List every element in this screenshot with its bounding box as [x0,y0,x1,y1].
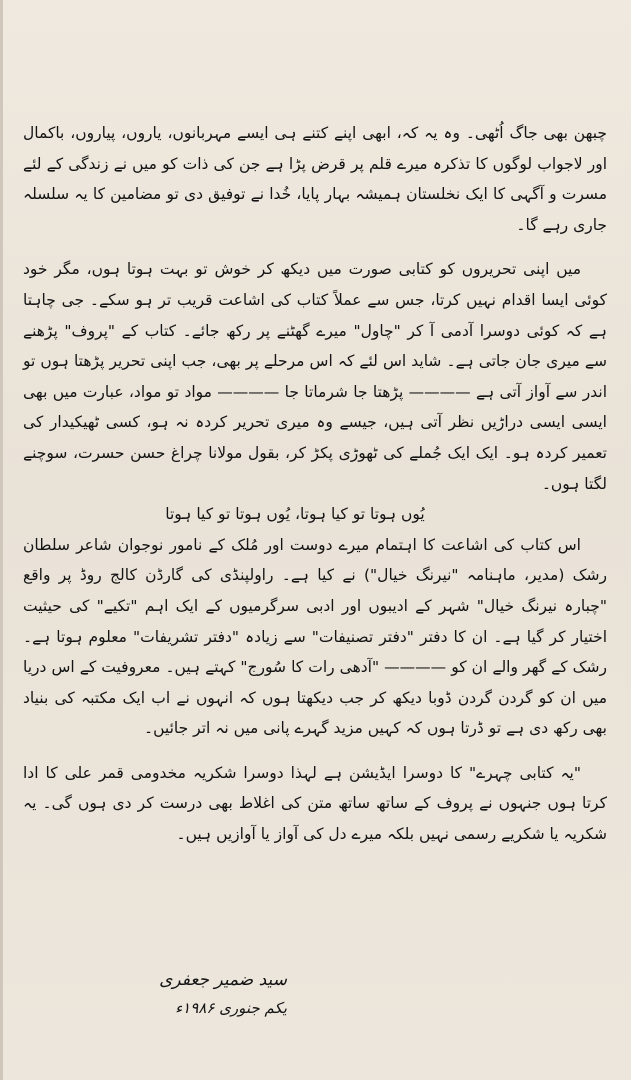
signature-date: یکم جنوری ۱۹۸۶ء [175,999,287,1017]
paragraph: میں اپنی تحریروں کو کتابی صورت میں دیکھ کر خوش تو بہت ہوتا ہوں، مگر خود کوئی ایسا اقدام نہیں کرتا، جس سے عملاً کتاب کی اشاعت قریب تر ہو سکے۔ جی چاہتا ہے کہ کوئی دوسرا آدمی آ کر "چاول" میرے گھٹنے پر رکھ جائے۔ کتاب کے "پروف" پڑھنے سے میری جان جاتی ہے۔ شاید اس لئے کہ اس مرحلے پر بھی، جب اپنی تحریر پڑھتا ہوں تو اندر سے آواز آتی ہے ———— پڑھتا جا شرماتا جا ———— مواد تو مواد، عبارت میں بھی ایسی ایسی دراڑیں نظر آتی ہیں، جیسے وہ میری تحریر کردہ نہ ہو، کسی ٹھیکیدار کی تعمیر کردہ ہو۔ ایک ایک جُملے کی ٹھوڑی پکڑ کر، بقول مولانا چراغ حسن حسرت، سوچنے لگتا ہوں۔ [23,260,607,493]
paragraph-gap [23,240,607,254]
paragraph: اس کتاب کی اشاعت کا اہتمام میرے دوست اور مُلک کے نامور نوجوان شاعر سلطان رشک (مدیر، ماہنامہ "نیرنگ خیال") نے کیا ہے۔ راولپنڈی کی گارڈن کالج روڈ پر واقع "چبارہ نیرنگ خیال" شہر کے ادیبوں اور ادبی سرگرمیوں کے ایک اہم "تکیے" کی حیثیت اختیار کر گیا ہے۔ ان کا دفتر "دفتر تصنیفات" سے زیادہ "دفتر تشریفات" معلوم ہوتا ہے۔ رشک کے گھر والے ان کو ———— "آدھی رات کا سُورج" کہتے ہیں۔ معروفیت کے اس دریا میں ان کو گردن گردن ڈوبا دیکھ کر جب دیکھتا ہوں کہ انہوں نے اب ایک مکتبہ کی بنیاد بھی رکھ دی ہے تو ڈرتا ہوں کہ کہیں مزید گہرے پانی میں نہ اتر جائیں۔ [23,535,607,738]
paragraph: چبھن بھی جاگ اُٹھی۔ وہ یہ کہ، ابھی اپنے کتنے ہی ایسے مہربانوں، یاروں، پیاروں، باکمال اور لاجواب لوگوں کا تذکرہ میرے قلم پر قرض پڑا ہے جن کی ذات کو میں نے زندگی کے لئے مسرت و آگہی کا ایک نخلستان ہمیشہ بہار پایا، خُدا نے توفیق دی تو مضامین کا یہ سلسلہ جاری رہے گا۔ [23,124,607,234]
paragraph: "یہ کتابی چہرے" کا دوسرا ایڈیشن ہے لہذا دوسرا شکریہ مخدومی قمر علی کا ادا کرتا ہوں جنہوں نے پروف کے ساتھ ساتھ متن کی اغلاط بھی درست کر دی ہوں گی۔ یہ شکریہ یا شکریے رسمی نہیں بلکہ میرے دل کی آواز یا آوازیں ہیں۔ [23,763,607,844]
body-text [23,118,607,850]
signature-block [153,965,293,1021]
verse-line: یُوں ہوتا تو کیا ہوتا، یُوں ہوتا تو کیا ہوتا [165,505,425,524]
paragraph-gap [23,744,607,758]
author-signature: سید ضمیر جعفری [159,970,287,990]
